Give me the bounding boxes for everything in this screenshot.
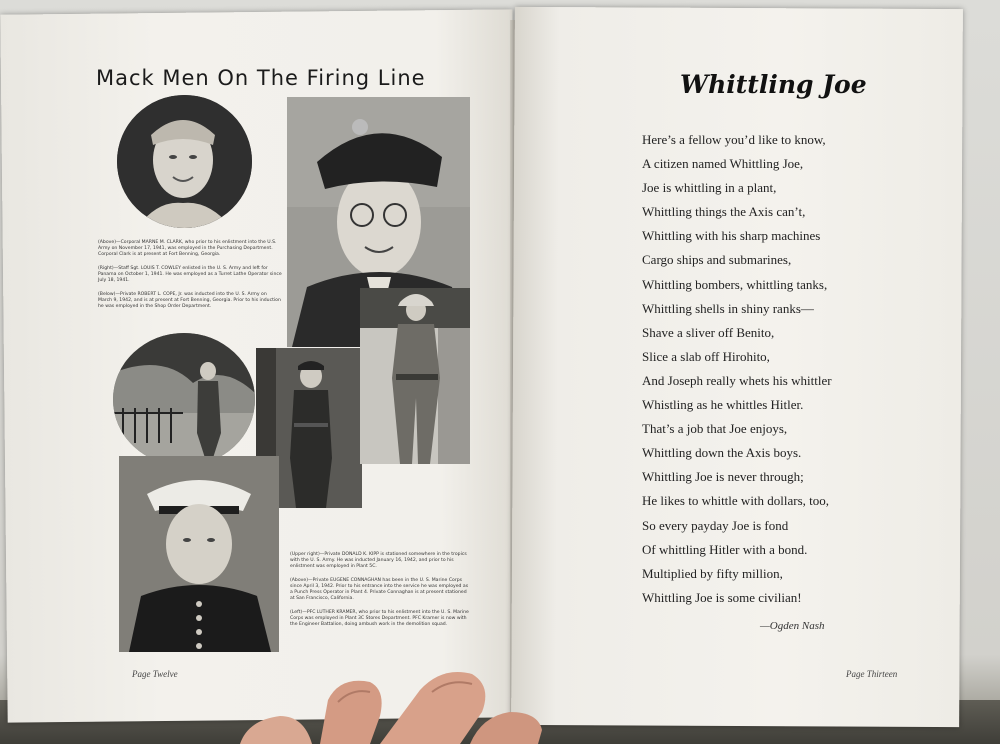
poem-line: Whittling Joe is never through; <box>642 469 804 485</box>
poem-line: Multiplied by fifty million, <box>642 565 783 581</box>
portrait-kramer-image <box>119 456 279 652</box>
poem-line: Of whittling Hitler with a bond. <box>642 541 808 557</box>
right-page-number: Page Thirteen <box>846 669 898 679</box>
poem-line: Cargo ships and submarines, <box>642 252 792 268</box>
poem-line: Whittling things the Axis can’t, <box>642 204 806 220</box>
caption-connaghan: (Above)—Private EUGENE CONNAGHAN has been in the U. S. Marine Corps since April 3, 1942. Prior to his entrance into the service he was employed as a Punch Press Operator in Plant 4. Private Connaghan is at present stationed at San Francisco, California. <box>290 578 469 601</box>
poem-line: So every payday Joe is fond <box>642 517 789 533</box>
poem-line: A citizen named Whittling Joe, <box>642 156 804 172</box>
poem-line: That’s a job that Joe enjoys, <box>642 421 788 437</box>
photo-kramer <box>119 456 279 652</box>
poem-author: —Ogden Nash <box>760 620 825 632</box>
photo-connaghan <box>360 288 470 464</box>
poem-line: Here’s a fellow you’d like to know, <box>642 132 826 147</box>
portrait-clark-image <box>117 95 252 228</box>
left-page-number: Page Twelve <box>132 669 178 679</box>
poem-line: Whittling with his sharp machines <box>642 228 821 244</box>
poem-line: He likes to whittle with dollars, too, <box>642 493 830 509</box>
caption-cowley: (Right)—Staff Sgt. LOUIS T. COWLEY enlisted in the U. S. Army and left for Panama on October 1, 1941. He was employed as a Turret Lathe Operator since July 18, 1941. <box>98 266 282 283</box>
poem-line: Whittling Joe is some civilian! <box>642 589 802 605</box>
caption-kramer: (Left)—PFC LUTHER KRAMER, who prior to his enlistment into the U. S. Marine Corps was employed in Plant 3C Stores Department. PFC Kramer is now with the Engineer Battalion, doing ambush work in the demolition squad. <box>290 610 469 627</box>
poem-line: Whittling shells in shiny ranks— <box>642 300 814 316</box>
photo-cope <box>113 333 255 466</box>
poem-line: Whittling bombers, whittling tanks, <box>642 276 828 292</box>
poem-line: Joe is whittling in a plant, <box>642 180 777 196</box>
poem-body <box>642 128 892 610</box>
poem-title: Whittling Joe <box>680 70 867 99</box>
left-page-title: Mack Men On The Firing Line <box>96 66 426 90</box>
poem-line: Whittling down the Axis boys. <box>642 445 802 461</box>
portrait-cope-image <box>113 333 255 466</box>
caption-clark: (Above)—Corporal MARNE M. CLARK, who prior to his enlistment into the U.S. Army on November 17, 1941, was employed in the Purchasing Department. Corporal Clark is at present at Fort Benning, Georgia. <box>98 240 277 257</box>
hand-fingers <box>220 660 600 744</box>
poem-line: Whistling as he whittles Hitler. <box>642 397 804 413</box>
caption-kipp: (Upper right)—Private DONALD K. KIPP is stationed somewhere in the tropics with the U. S. Army. He was inducted January 16, 1942, and prior to his enlistment was employed in Plant 5C. <box>290 552 467 569</box>
poem-line: Slice a slab off Hirohito, <box>642 348 770 364</box>
poem-line: And Joseph really whets his whittler <box>642 372 832 388</box>
poem-line: Shave a sliver off Benito, <box>642 324 775 340</box>
portrait-connaghan-image <box>360 288 470 464</box>
photo-clark <box>117 95 252 228</box>
caption-cope: (Below)—Private ROBERT L. COPE, Jr. was inducted into the U. S. Army on March 9, 1942, and is at present at Fort Benning, Georgia. Prior to his induction he was employed in the Shop Order Department. <box>98 292 281 309</box>
